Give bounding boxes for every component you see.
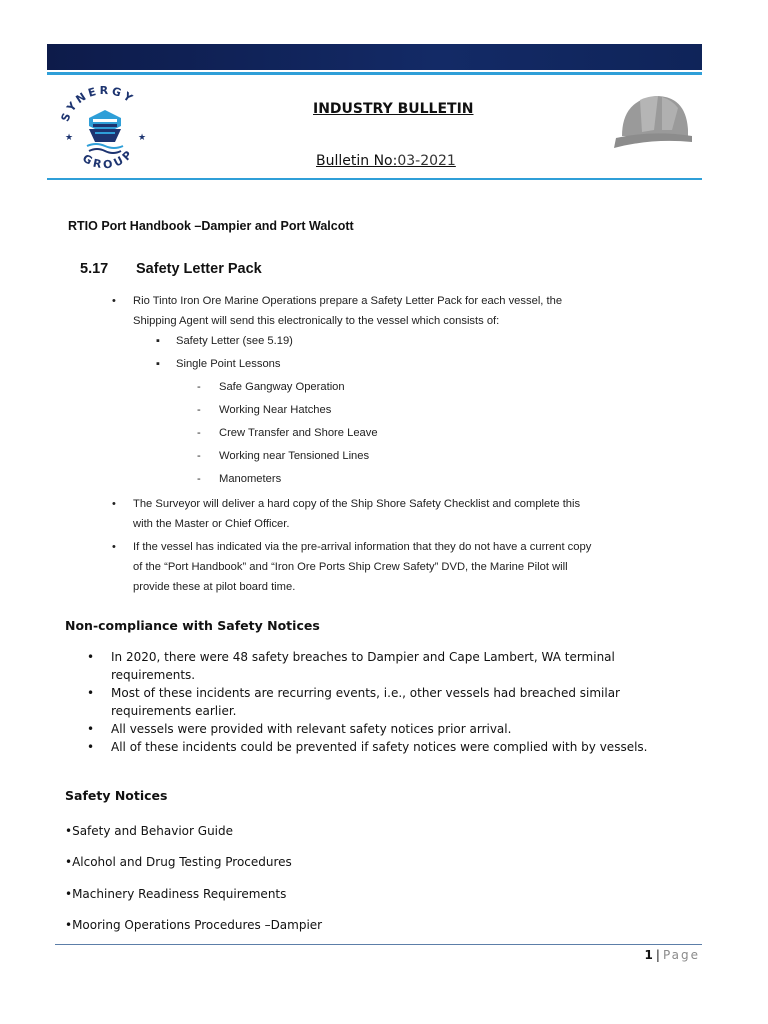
section-bullet-3 bbox=[133, 537, 633, 597]
list-item: • In 2020, there were 48 safety breaches to Dampier and Cape Lambert, WA terminal requirements. bbox=[111, 648, 691, 684]
logo-emblem-icon bbox=[55, 82, 155, 174]
section-bullet-2-line-1: • The Surveyor will deliver a hard copy of the Ship Shore Safety Checklist and complete this bbox=[133, 498, 581, 510]
notice-item: •Alcohol and Drug Testing Procedures bbox=[65, 855, 292, 869]
bulletin-number bbox=[316, 153, 456, 169]
section-bullet-3-line-3: provide these at pilot board time. bbox=[133, 581, 296, 593]
lesson-item: - Working Near Hatches bbox=[219, 404, 331, 416]
noncompliance-heading: Non-compliance with Safety Notices bbox=[65, 618, 320, 633]
page-label: Page bbox=[662, 948, 700, 962]
sub-item-safety-letter: ▪ Safety Letter (see 5.19) bbox=[176, 335, 293, 347]
header-accent-rule bbox=[47, 72, 702, 75]
section-bullet-1-line-1: • Rio Tinto Iron Ore Marine Operations prepare a Safety Letter Pack for each vessel, the bbox=[133, 295, 563, 307]
lesson-item: - Crew Transfer and Shore Leave bbox=[219, 427, 378, 439]
notice-item: •Machinery Readiness Requirements bbox=[65, 887, 287, 901]
section-bullet-2-line-2: with the Master or Chief Officer. bbox=[133, 518, 290, 530]
lesson-item: - Working near Tensioned Lines bbox=[219, 450, 369, 462]
page-number bbox=[645, 948, 700, 962]
synergy-group-logo bbox=[55, 82, 155, 174]
logo-bottom-text: GROUP bbox=[80, 146, 137, 172]
ship-shield-icon bbox=[87, 110, 123, 153]
section-number: 5.17 bbox=[80, 261, 109, 277]
section-bullet-1 bbox=[133, 291, 633, 331]
page-separator: | bbox=[655, 948, 660, 962]
section-title: Safety Letter Pack bbox=[136, 261, 262, 277]
lesson-item: - Safe Gangway Operation bbox=[219, 381, 345, 393]
section-bullet-2 bbox=[133, 494, 633, 534]
section-bullet-3-line-2: of the “Port Handbook” and “Iron Ore Ports Ship Crew Safety” DVD, the Marine Pilot will bbox=[133, 561, 568, 573]
sub-item-single-point-lessons: ▪ Single Point Lessons bbox=[176, 358, 280, 370]
list-item: • All of these incidents could be prevented if safety notices were complied with by vessels. bbox=[111, 738, 691, 756]
page-number-value: 1 bbox=[644, 948, 653, 962]
list-item: • Most of these incidents are recurring events, i.e., other vessels had breached similar requirements earlier. bbox=[111, 684, 691, 720]
list-item: • All vessels were provided with relevant safety notices prior arrival. bbox=[111, 720, 691, 738]
section-heading bbox=[80, 261, 262, 277]
safety-notices-heading: Safety Notices bbox=[65, 788, 168, 803]
logo-star-right-icon: ★ bbox=[138, 132, 147, 142]
lesson-item: - Manometers bbox=[219, 473, 281, 485]
hard-hat-icon bbox=[612, 86, 694, 154]
notice-item: •Mooring Operations Procedures –Dampier bbox=[65, 918, 323, 932]
bulletin-title: INDUSTRY BULLETIN bbox=[313, 101, 474, 117]
header-banner bbox=[47, 44, 702, 70]
bulletin-number-value: 03-2021 bbox=[397, 153, 456, 169]
logo-star-left-icon: ★ bbox=[65, 132, 74, 142]
noncompliance-list bbox=[111, 648, 691, 756]
header-bottom-rule bbox=[47, 178, 702, 180]
notice-item: •Safety and Behavior Guide bbox=[65, 824, 234, 838]
bulletin-number-label: Bulletin No: bbox=[316, 153, 398, 169]
logo-top-text: SYNERGY bbox=[58, 83, 138, 124]
footer-rule bbox=[55, 944, 702, 945]
section-bullet-3-line-1: • If the vessel has indicated via the pre-arrival information that they do not have a current copy bbox=[133, 541, 592, 553]
document-subtitle: RTIO Port Handbook –Dampier and Port Walcott bbox=[68, 219, 354, 233]
section-bullet-1-line-2: Shipping Agent will send this electronically to the vessel which consists of: bbox=[133, 315, 500, 327]
